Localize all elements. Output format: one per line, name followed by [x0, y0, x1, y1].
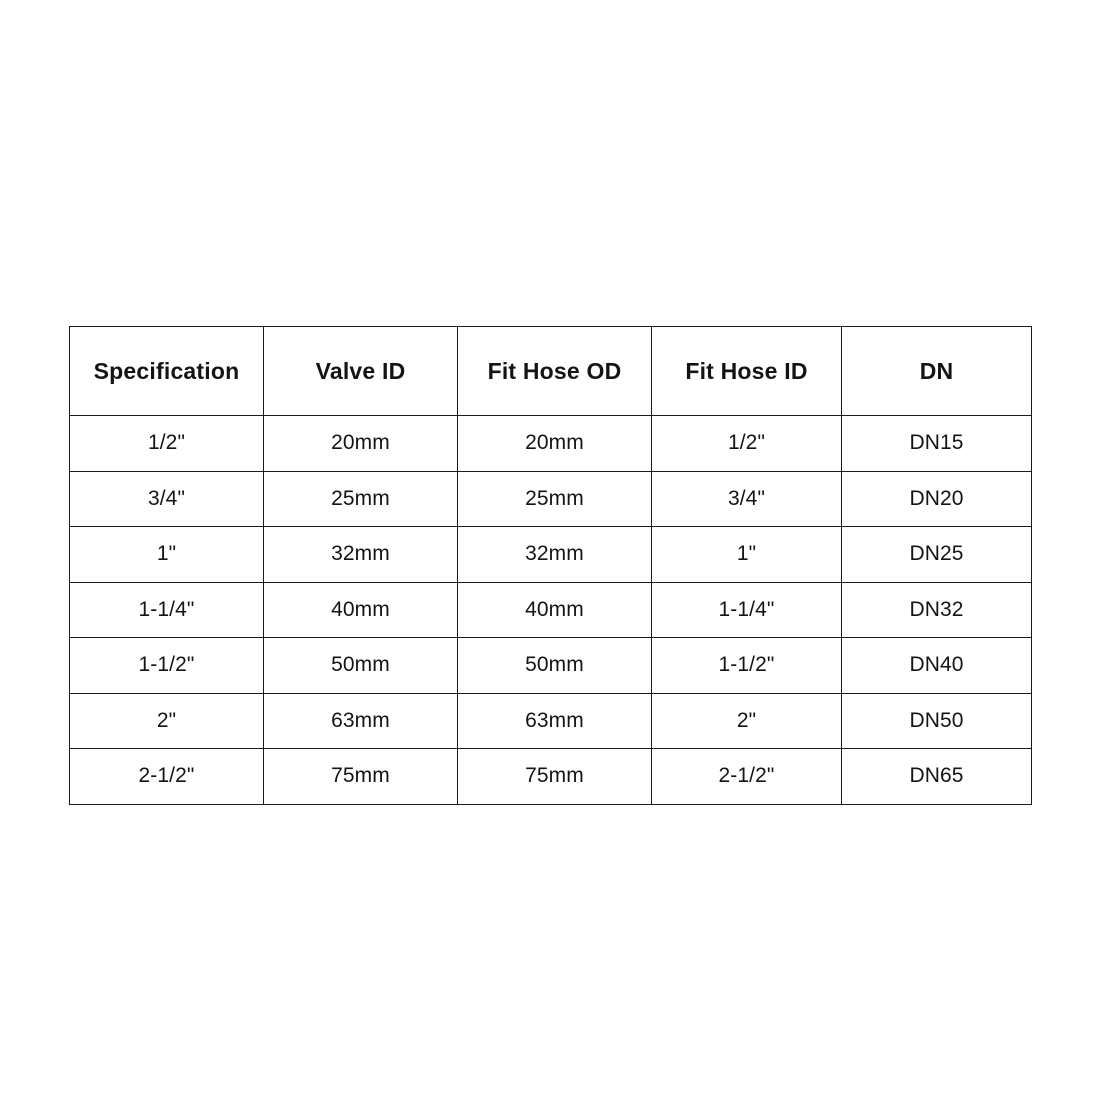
cell-fit-hose-id: 2-1/2"	[652, 749, 842, 805]
column-header-valve-id: Valve ID	[264, 327, 458, 416]
column-header-specification: Specification	[70, 327, 264, 416]
cell-dn: DN20	[842, 471, 1032, 527]
cell-valve-id: 40mm	[264, 582, 458, 638]
cell-specification: 3/4"	[70, 471, 264, 527]
cell-valve-id: 32mm	[264, 527, 458, 583]
cell-specification: 2-1/2"	[70, 749, 264, 805]
cell-dn: DN65	[842, 749, 1032, 805]
cell-fit-hose-od: 32mm	[458, 527, 652, 583]
cell-valve-id: 25mm	[264, 471, 458, 527]
table-row	[70, 638, 1032, 694]
cell-fit-hose-id: 1/2"	[652, 416, 842, 472]
table-row	[70, 582, 1032, 638]
specification-table-container	[69, 326, 1031, 805]
cell-fit-hose-od: 75mm	[458, 749, 652, 805]
cell-fit-hose-od: 20mm	[458, 416, 652, 472]
table-row	[70, 749, 1032, 805]
cell-fit-hose-id: 1-1/2"	[652, 638, 842, 694]
cell-dn: DN40	[842, 638, 1032, 694]
table-row	[70, 471, 1032, 527]
cell-specification: 1"	[70, 527, 264, 583]
cell-valve-id: 50mm	[264, 638, 458, 694]
table-header-row	[70, 327, 1032, 416]
cell-fit-hose-od: 40mm	[458, 582, 652, 638]
cell-fit-hose-od: 50mm	[458, 638, 652, 694]
cell-dn: DN15	[842, 416, 1032, 472]
cell-fit-hose-id: 1"	[652, 527, 842, 583]
table-row	[70, 416, 1032, 472]
cell-valve-id: 75mm	[264, 749, 458, 805]
column-header-fit-hose-od: Fit Hose OD	[458, 327, 652, 416]
cell-valve-id: 20mm	[264, 416, 458, 472]
cell-dn: DN32	[842, 582, 1032, 638]
cell-fit-hose-id: 2"	[652, 693, 842, 749]
cell-fit-hose-od: 63mm	[458, 693, 652, 749]
cell-dn: DN50	[842, 693, 1032, 749]
cell-fit-hose-id: 1-1/4"	[652, 582, 842, 638]
cell-specification: 2"	[70, 693, 264, 749]
table-row	[70, 693, 1032, 749]
table-row	[70, 527, 1032, 583]
specification-table	[69, 326, 1032, 805]
cell-dn: DN25	[842, 527, 1032, 583]
cell-specification: 1-1/4"	[70, 582, 264, 638]
column-header-dn: DN	[842, 327, 1032, 416]
cell-specification: 1-1/2"	[70, 638, 264, 694]
cell-valve-id: 63mm	[264, 693, 458, 749]
cell-specification: 1/2"	[70, 416, 264, 472]
cell-fit-hose-id: 3/4"	[652, 471, 842, 527]
cell-fit-hose-od: 25mm	[458, 471, 652, 527]
column-header-fit-hose-id: Fit Hose ID	[652, 327, 842, 416]
